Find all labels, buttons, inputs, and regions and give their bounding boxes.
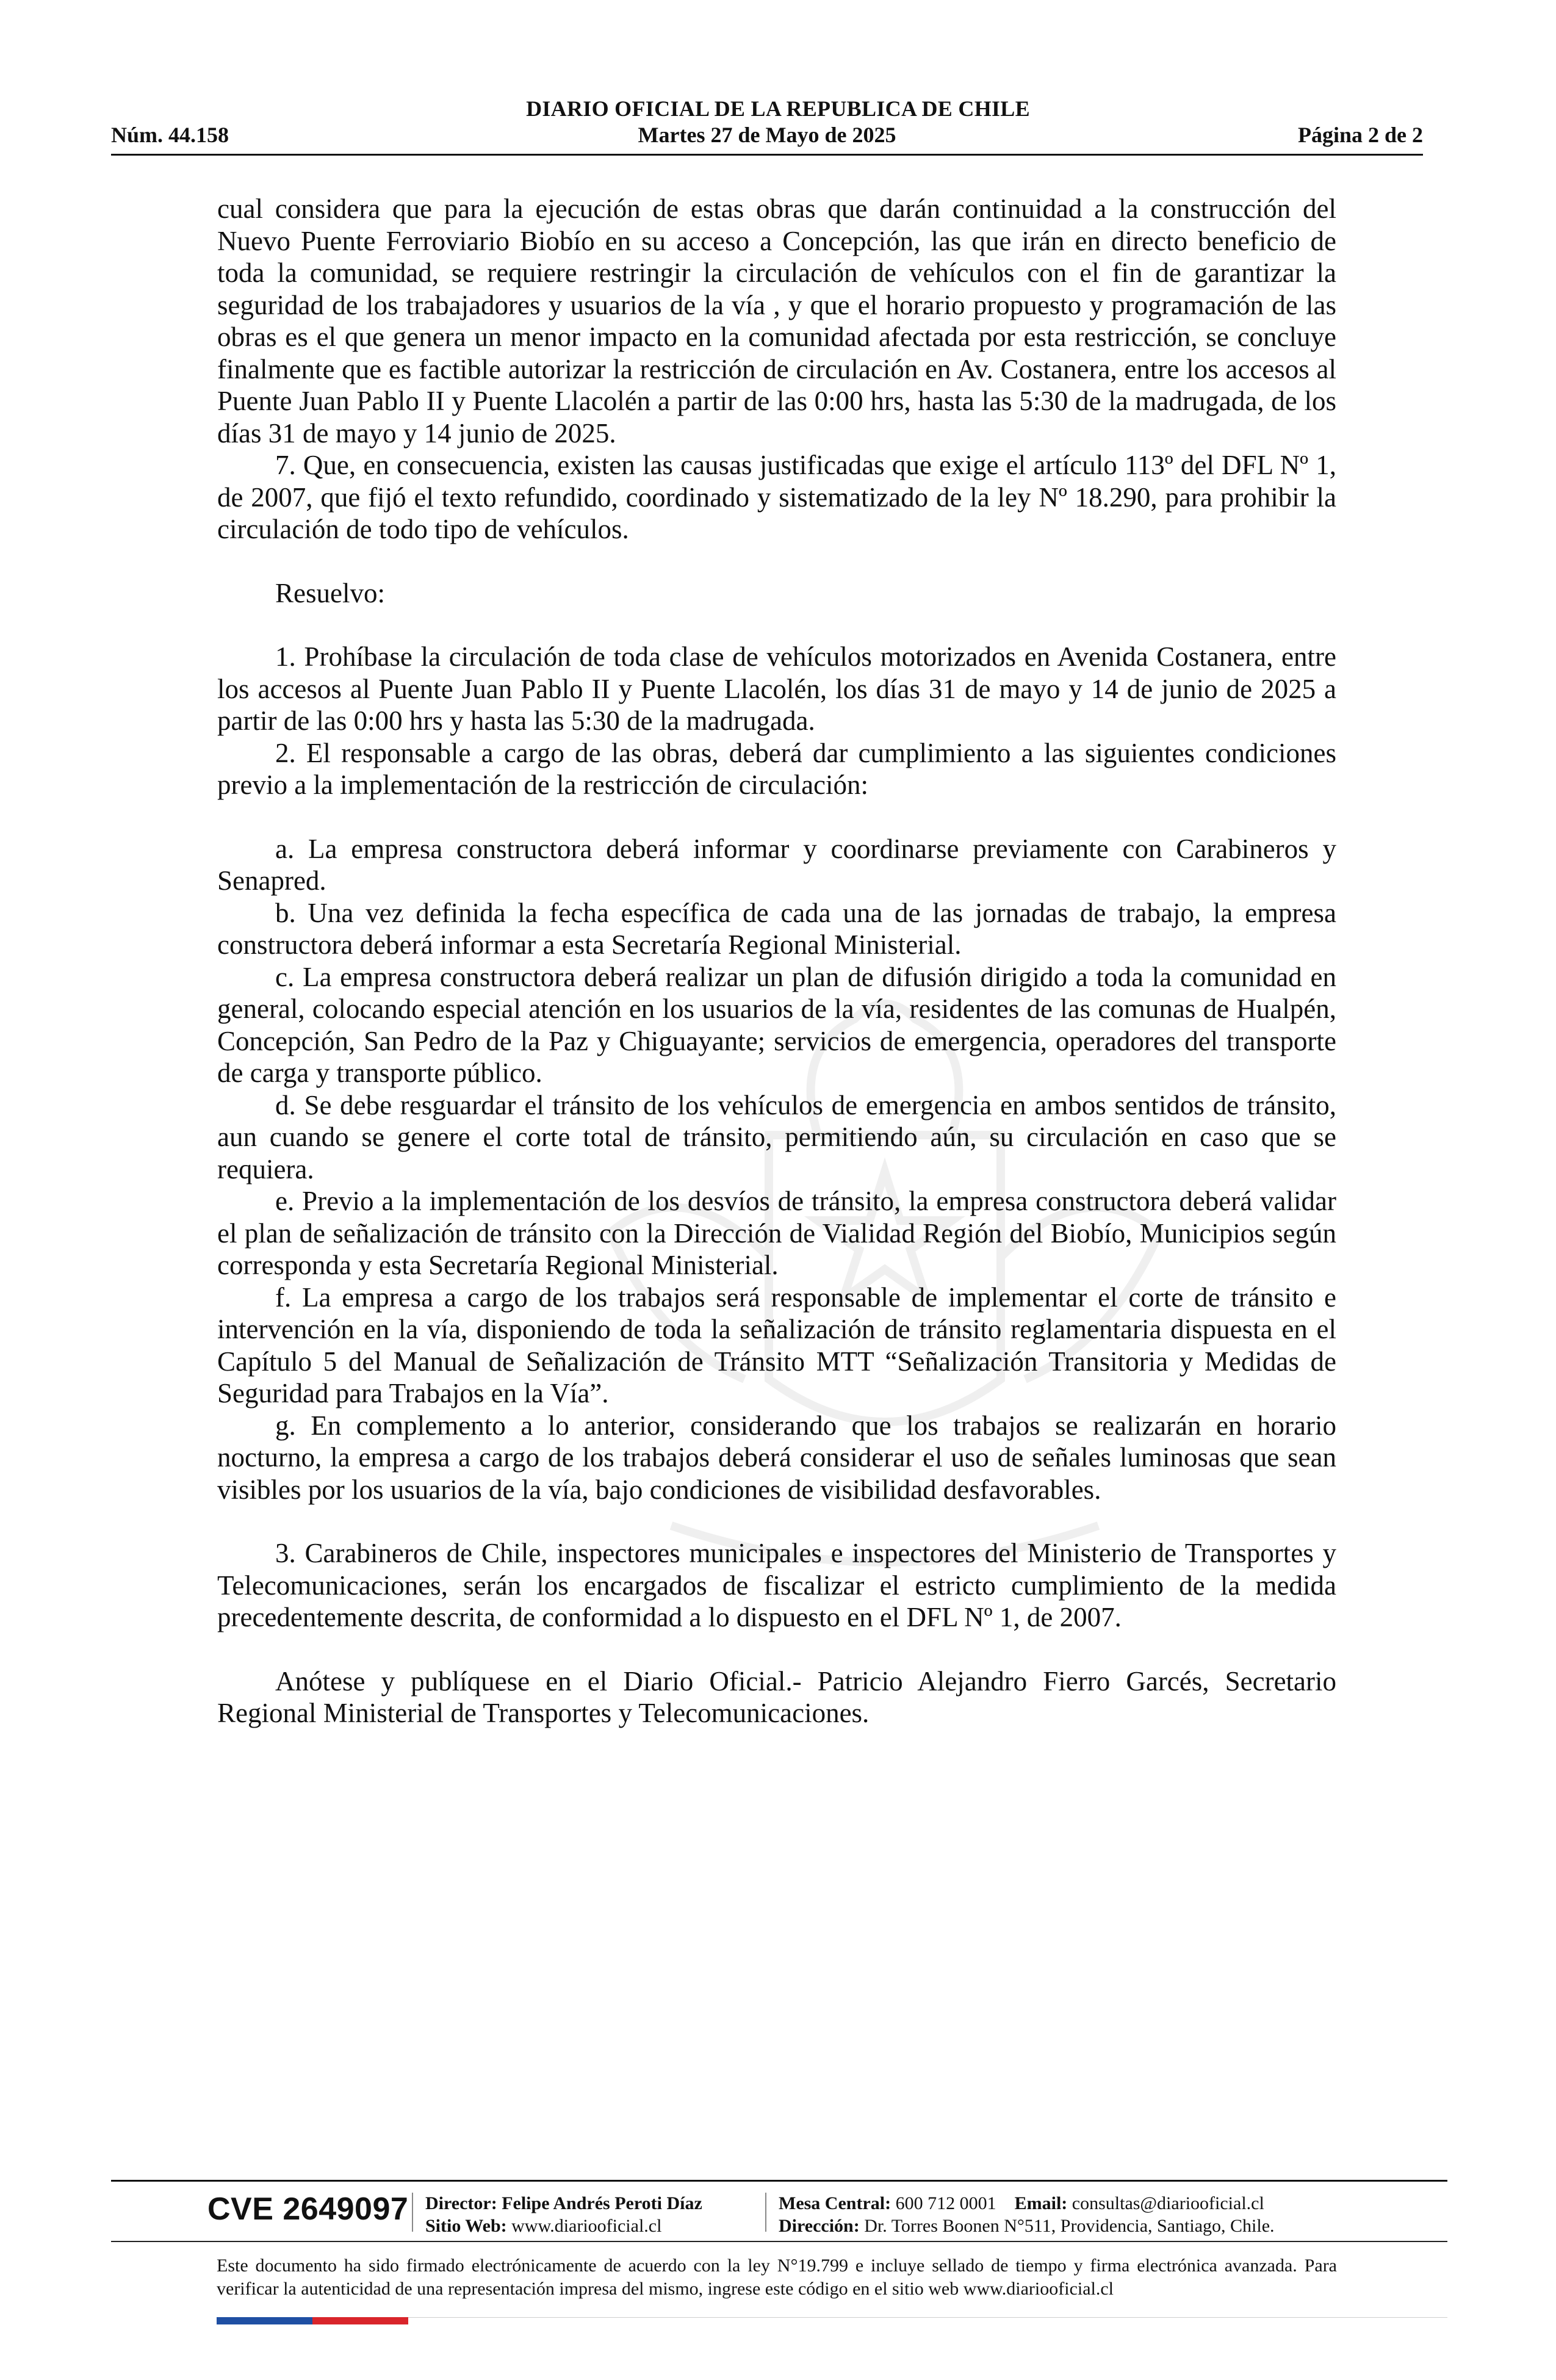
address-label: Dirección: [779,2216,860,2236]
resolution-2: 2. El responsable a cargo de las obras, deberá dar cumplimiento a las siguientes condiciones previo a la implementación de la restricción de circulación: [217,737,1336,800]
email-link[interactable]: consultas@diariooficial.cl [1072,2193,1264,2213]
condition-a: a. La empresa constructora deberá informar y coordinarse previamente con Carabineros y Senapred. [217,833,1336,896]
flag-stripe [217,2317,408,2324]
paragraph-continuation: cual considera que para la ejecución de estas obras que darán continuidad a la construcción del Nuevo Puente Ferroviario Biobío en su acceso a Concepción, las que irán en directo beneficio de toda la comunidad, se requiere restringir la circulación de vehículos con el fin de garantizar la seguridad de los trabajadores y usuarios de la vía , y que el horario propuesto y programación de las obras es el que genera un menor impacto en la comunidad afectada por esta restricción, se concluye finalmente que es factible autorizar la restricción de circulación en Av. Costanera, entre los accesos al Puente Juan Pablo II y Puente Llacolén a partir de las 0:00 hrs, hasta las 5:30 de la madrugada, de los días 31 de mayo y 14 junio de 2025. [217,193,1336,449]
condition-c: c. La empresa constructora deberá realizar un plan de difusión dirigido a toda la comunidad en general, colocando especial atención en los usuarios de la vía, residentes de las comunas de Hualpén, Concepción, San Pedro de la Paz y Chiguayante; servicios de emergencia, operadores del transporte de carga y transporte público. [217,961,1336,1088]
condition-f: f. La empresa a cargo de los trabajos será responsable de implementar el corte de tránsito e intervención en la vía, disponiendo de toda la señalización de tránsito reglamentaria dispuesta en el Capítulo 5 del Manual de Señalización de Tránsito MTT “Señalización Transitoria y Medidas de Seguridad para Trabajos en la Vía”. [217,1282,1336,1408]
footer-contact-block [779,2192,1275,2237]
page-indicator: Página 2 de 2 [1297,123,1423,147]
document-body [217,193,1336,1729]
mesa-phone: 600 712 0001 [895,2193,996,2213]
condition-g: g. En complemento a lo anterior, considerando que los trabajos se realizarán en horario nocturno, la empresa a cargo de los trabajos deberá considerar el uso de señales luminosas que sean visibles por los usuarios de la vía, bajo condiciones de visibilidad desfavorables. [217,1410,1336,1505]
condition-d: d. Se debe resguardar el tránsito de los vehículos de emergencia en ambos sentidos de tránsito, aun cuando se genere el corte total de tránsito, permitiendo aún, su circulación en caso que se requiera. [217,1089,1336,1185]
resuelvo-heading: Resuelvo: [275,577,385,608]
cve-code: CVE 2649097 [207,2191,409,2227]
footer-divider-mid [111,2241,1447,2242]
site-link[interactable]: www.diariooficial.cl [511,2216,662,2236]
director-name: Felipe Andrés Peroti Díaz [502,2193,702,2213]
footer-separator [765,2193,766,2232]
resolution-3: 3. Carabineros de Chile, inspectores municipales e inspectores del Ministerio de Transportes y Telecomunicaciones, serán los encargados de fiscalizar el estricto cumplimiento de la medida precedentemente descrita, de conformidad a lo dispuesto en el DFL Nº 1, de 2007. [217,1538,1336,1632]
issue-date: Martes 27 de Mayo de 2025 [638,123,896,147]
email-label: Email: [1014,2193,1068,2213]
site-label: Sitio Web: [425,2216,507,2236]
footer-divider-bottom [408,2317,1447,2318]
resolution-1: 1. Prohíbase la circulación de toda clase de vehículos motorizados en Avenida Costanera, entre los accesos al Puente Juan Pablo II y Puente Llacolén, los días 31 de mayo y 14 de junio de 2025 a partir de las 0:00 hrs y hasta las 5:30 de la madrugada. [217,641,1336,736]
footer-divider-top [111,2180,1447,2182]
header-divider [111,154,1423,156]
director-label: Director: [425,2193,497,2213]
electronic-signature-note: Este documento ha sido firmado electrónicamente de acuerdo con la ley N°19.799 e incluye sellado de tiempo y firma electrónica avanzada. Para verificar la autenticidad de una representación impresa del mismo, ingrese este código en el sitio web www.diariooficial.cl [217,2256,1337,2299]
footer-separator [412,2193,413,2232]
newspaper-title: DIARIO OFICIAL DE LA REPUBLICA DE CHILE [526,96,1030,121]
flag-stripe-blue [217,2317,312,2324]
flag-stripe-red [312,2317,408,2324]
paragraph-7: 7. Que, en consecuencia, existen las causas justificadas que exige el artículo 113º del DFL Nº 1, de 2007, que fijó el texto refundido, coordinado y sistematizado de la ley Nº 18.290, para prohibir la circulación de todo tipo de vehículos. [217,450,1336,544]
issue-number: Núm. 44.158 [111,123,229,147]
footer-director-block [425,2192,702,2237]
address-text: Dr. Torres Boonen N°511, Providencia, Santiago, Chile. [864,2216,1275,2236]
closing-signature: Anótese y publíquese en el Diario Oficial.- Patricio Alejandro Fierro Garcés, Secretario Regional Ministerial de Transportes y Telecomunicaciones. [217,1665,1336,1728]
condition-e: e. Previo a la implementación de los desvíos de tránsito, la empresa constructora deberá validar el plan de señalización de tránsito con la Dirección de Vialidad Región del Biobío, Municipios según corresponda y esta Secretaría Regional Ministerial. [217,1186,1336,1280]
mesa-label: Mesa Central: [779,2193,891,2213]
header-row [111,122,1423,150]
condition-b: b. Una vez definida la fecha específica de cada una de las jornadas de trabajo, la empresa constructora deberá informar a esta Secretaría Regional Ministerial. [217,897,1336,960]
